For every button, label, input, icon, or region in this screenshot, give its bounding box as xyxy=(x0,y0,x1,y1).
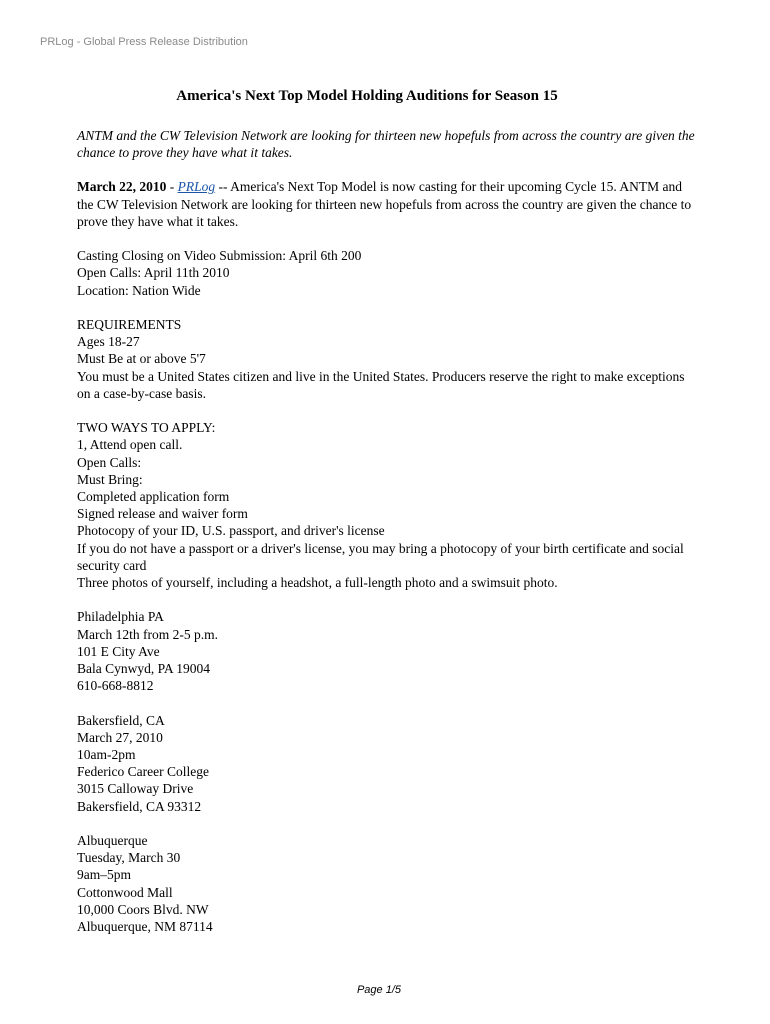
summary: ANTM and the CW Television Network are looking for thirteen new hopefuls from across the country are given the chance to prove they have what it takes. xyxy=(77,128,695,161)
dateline-text: America's Next Top Model is now casting for their upcoming Cycle 15. ANTM and the CW Television Network are looking for thirteen new hopefuls from across the country are given the chance to prove they have what it takes. xyxy=(77,179,692,229)
site-header: PRLog - Global Press Release Distribution xyxy=(40,36,248,48)
location-line: Cottonwood Mall xyxy=(77,884,173,900)
open-calls-date: Open Calls: April 11th 2010 xyxy=(77,265,230,281)
location-line: Bala Cynwyd, PA 19004 xyxy=(77,661,211,677)
location-line: 9am–5pm xyxy=(77,867,131,883)
casting-closing: Casting Closing on Video Submission: April 6th 200 xyxy=(77,248,362,264)
apply-item: Completed application form xyxy=(77,489,230,505)
apply-item: Open Calls: xyxy=(77,454,142,470)
dateline-paragraph xyxy=(77,178,697,230)
requirement-height: Must Be at or above 5'7 xyxy=(77,351,206,367)
apply-item: Must Bring: xyxy=(77,471,143,487)
dateline-separator-2: -- xyxy=(215,179,231,195)
page-title xyxy=(0,88,770,105)
requirements-heading: REQUIREMENTS xyxy=(77,317,182,332)
location-line: Bakersfield, CA 93312 xyxy=(77,798,202,814)
prlog-link[interactable]: PRLog xyxy=(177,179,216,195)
requirement-age: Ages 18-27 xyxy=(77,334,140,350)
apply-item: Three photos of yourself, including a headshot, a full-length photo and a swimsuit photo. xyxy=(77,575,558,591)
apply-heading: TWO WAYS TO APPLY: xyxy=(77,420,216,436)
requirement-citizenship: You must be a United States citizen and live in the United States. Producers reserve the right to make exceptions on a case-by-case basis. xyxy=(77,368,685,401)
location-line: Albuquerque xyxy=(77,833,148,849)
page-title-text: America's Next Top Model Holding Auditions for Season 15 xyxy=(176,88,558,104)
location-line: March 12th from 2-5 p.m. xyxy=(77,626,218,642)
location-line: Albuquerque, NM 87114 xyxy=(77,919,213,935)
location-line: 3015 Calloway Drive xyxy=(77,781,194,797)
apply-section xyxy=(77,419,697,591)
requirements-section xyxy=(77,316,697,402)
apply-item: If you do not have a passport or a driver's license, you may bring a photocopy of your birth certificate and social security card xyxy=(77,540,684,573)
location-line: Philadelphia PA xyxy=(77,609,164,625)
location-line: 610-668-8812 xyxy=(77,678,154,694)
location-line: Tuesday, March 30 xyxy=(77,850,181,866)
location-line: 101 E City Ave xyxy=(77,643,160,659)
page-number: Page 1/5 xyxy=(356,984,402,996)
location-line: 10,000 Coors Blvd. NW xyxy=(77,901,209,917)
apply-item: Signed release and waiver form xyxy=(77,506,248,522)
press-release-body xyxy=(77,127,697,952)
location-line: Bakersfield, CA xyxy=(77,712,165,728)
location: Location: Nation Wide xyxy=(77,282,201,298)
apply-item: 1, Attend open call. xyxy=(77,437,183,453)
location-line: 10am-2pm xyxy=(77,747,136,763)
location-philadelphia xyxy=(77,608,697,694)
location-line: March 27, 2010 xyxy=(77,729,163,745)
page-footer xyxy=(0,984,770,996)
casting-info xyxy=(77,247,697,299)
dateline-separator: - xyxy=(166,179,178,195)
location-albuquerque xyxy=(77,832,697,935)
location-line: Federico Career College xyxy=(77,764,209,780)
apply-item: Photocopy of your ID, U.S. passport, and driver's license xyxy=(77,523,385,539)
release-date: March 22, 2010 xyxy=(77,179,167,195)
location-bakersfield xyxy=(77,712,697,815)
